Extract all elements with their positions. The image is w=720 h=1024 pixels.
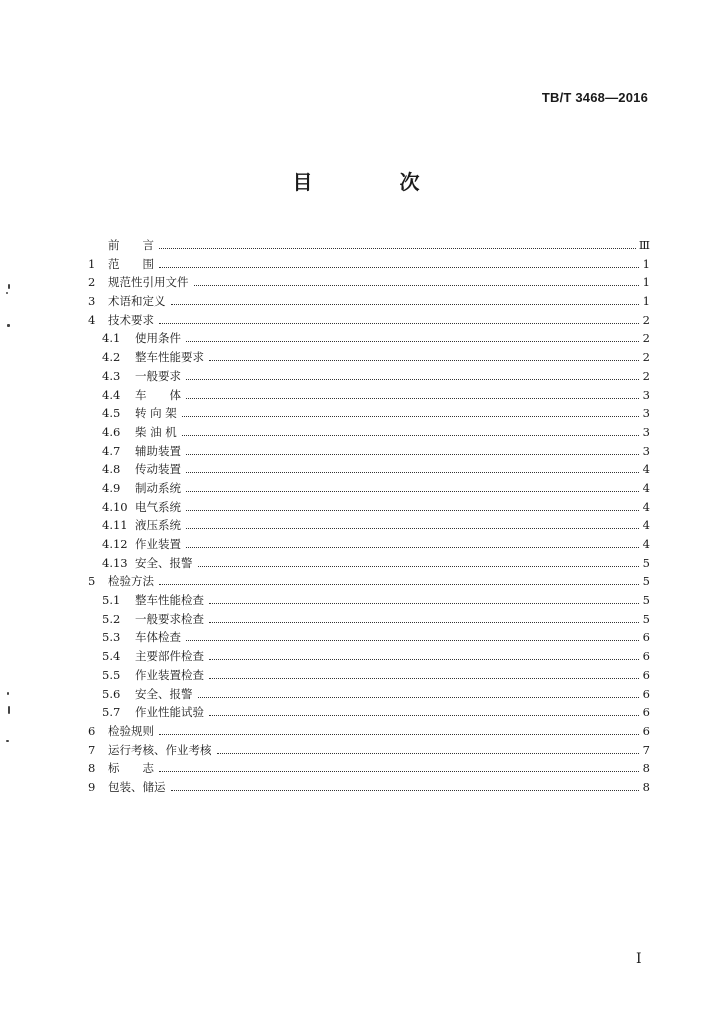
toc-entry [88, 292, 650, 311]
scan-speck [8, 706, 10, 714]
toc-entry-page: 6 [642, 723, 650, 738]
toc-entry-number: 5.6 [102, 686, 121, 701]
toc-entry-label: 辅助装置 [135, 443, 181, 458]
toc-leader-dots [186, 471, 639, 473]
toc-entry-page: 5 [642, 574, 650, 589]
toc-leader-dots [159, 247, 636, 249]
toc-entry-page: 4 [642, 480, 650, 495]
toc-leader-dots [217, 752, 640, 754]
toc-leader-dots [209, 677, 639, 679]
toc-leader-dots [186, 639, 639, 641]
table-of-contents [88, 236, 650, 797]
toc-leader-dots [186, 546, 639, 548]
toc-entry [88, 685, 650, 704]
toc-entry-label: 整车性能要求 [135, 350, 204, 365]
toc-entry-label: 电气系统 [135, 499, 181, 514]
toc-leader-dots [186, 527, 639, 529]
toc-entry-number: 4.10 [102, 499, 128, 514]
toc-entry [88, 460, 650, 479]
toc-entry-page: 5 [642, 555, 650, 570]
toc-entry-page: 7 [642, 742, 650, 757]
toc-leader-dots [198, 565, 640, 567]
toc-entry-page: 1 [642, 275, 650, 290]
toc-entry-number: 5.2 [102, 611, 121, 626]
toc-entry-label: 车 体 [135, 387, 181, 402]
toc-entry-number: 4.2 [102, 350, 121, 365]
toc-entry [88, 778, 650, 797]
toc-entry-page: 6 [642, 705, 650, 720]
toc-entry-page: 2 [642, 368, 650, 383]
toc-entry [88, 498, 650, 517]
toc-entry [88, 535, 650, 554]
toc-entry-page: 6 [642, 686, 650, 701]
toc-entry-number: 4.7 [102, 443, 121, 458]
toc-leader-dots [182, 434, 639, 436]
toc-entry-label: 范 围 [108, 256, 154, 271]
toc-entry [88, 404, 650, 423]
toc-entry-label: 一般要求检查 [135, 611, 204, 626]
toc-entry-number: 4.8 [102, 462, 121, 477]
toc-entry [88, 311, 650, 330]
toc-entry [88, 348, 650, 367]
toc-entry-label: 检验方法 [108, 574, 154, 589]
toc-entry [88, 703, 650, 722]
toc-entry-page: Ⅲ [638, 238, 650, 252]
toc-entry-number: 3 [88, 294, 96, 309]
toc-entry-number: 9 [88, 779, 96, 794]
toc-entry-page: 2 [642, 350, 650, 365]
toc-entry-label: 使用条件 [135, 331, 181, 346]
toc-entry-page: 4 [642, 499, 650, 514]
toc-entry-number: 4.4 [102, 387, 121, 402]
toc-entry-label: 运行考核、作业考核 [108, 742, 212, 757]
toc-entry-label: 术语和定义 [108, 294, 166, 309]
toc-entry-page: 1 [642, 294, 650, 309]
toc-entry-label: 作业装置检查 [135, 667, 204, 682]
page-number: I [636, 951, 642, 967]
toc-leader-dots [209, 714, 639, 716]
toc-leader-dots [171, 789, 640, 791]
toc-entry-label: 柴 油 机 [135, 424, 177, 439]
toc-entry-number: 4.3 [102, 368, 121, 383]
toc-entry [88, 255, 650, 274]
toc-entry-page: 6 [642, 649, 650, 664]
toc-entry-label: 检验规则 [108, 723, 154, 738]
toc-leader-dots [186, 397, 639, 399]
toc-leader-dots [159, 322, 639, 324]
toc-leader-dots [198, 696, 640, 698]
toc-entry-label: 作业性能试验 [135, 705, 204, 720]
toc-title: 目 次 [292, 170, 460, 194]
toc-entry [88, 628, 650, 647]
toc-entry-label: 传动装置 [135, 462, 181, 477]
toc-entry-page: 5 [642, 611, 650, 626]
toc-entry-number: 2 [88, 275, 96, 290]
toc-entry-number: 4.5 [102, 406, 121, 421]
toc-entry-label: 作业装置 [135, 537, 181, 551]
toc-entry-number: 4.12 [102, 537, 128, 551]
toc-entry-page: 3 [642, 424, 650, 439]
toc-entry-label: 前 言 [108, 238, 154, 252]
toc-entry-page: 3 [642, 443, 650, 458]
toc-entry-label: 规范性引用文件 [108, 275, 189, 290]
toc-entry-number: 5.5 [102, 667, 121, 682]
toc-entry-number: 4.9 [102, 480, 121, 495]
toc-entry [88, 479, 650, 498]
toc-entry-page: 6 [642, 667, 650, 682]
toc-leader-dots [186, 509, 639, 511]
toc-entry-number: 8 [88, 761, 96, 776]
scan-speck [7, 692, 9, 695]
toc-leader-dots [159, 770, 639, 772]
toc-entry-number: 5.1 [102, 593, 121, 608]
toc-entry [88, 647, 650, 666]
toc-entry [88, 759, 650, 778]
toc-leader-dots [209, 602, 639, 604]
toc-entry-label: 制动系统 [135, 480, 181, 495]
toc-entry [88, 423, 650, 442]
toc-entry [88, 236, 650, 255]
toc-entry-number: 4.13 [102, 555, 128, 570]
toc-entry-label: 包装、储运 [108, 779, 166, 794]
toc-entry-page: 2 [642, 331, 650, 346]
toc-leader-dots [171, 303, 640, 305]
toc-leader-dots [186, 453, 639, 455]
toc-entry-label: 液压系统 [135, 518, 181, 533]
toc-entry-label: 标 志 [108, 761, 154, 776]
toc-entry-label: 车体检查 [135, 630, 181, 645]
toc-entry [88, 442, 650, 461]
toc-entry-page: 5 [642, 593, 650, 608]
toc-entry [88, 591, 650, 610]
toc-entry-label: 安全、报警 [135, 555, 193, 570]
toc-leader-dots [182, 415, 639, 417]
toc-entry [88, 516, 650, 535]
toc-entry-page: 3 [642, 406, 650, 421]
toc-entry-label: 安全、报警 [135, 686, 193, 701]
toc-entry [88, 554, 650, 573]
toc-leader-dots [209, 658, 639, 660]
toc-entry-label: 技术要求 [108, 312, 154, 327]
scan-speck [8, 284, 10, 289]
toc-leader-dots [159, 266, 639, 268]
scan-speck [6, 292, 8, 294]
scan-speck [6, 740, 9, 742]
toc-leader-dots [209, 621, 639, 623]
toc-entry [88, 386, 650, 405]
toc-entry [88, 273, 650, 292]
toc-entry [88, 329, 650, 348]
toc-entry-page: 4 [642, 462, 650, 477]
toc-entry-page: 3 [642, 387, 650, 402]
toc-entry-page: 8 [642, 779, 650, 794]
toc-entry [88, 610, 650, 629]
toc-entry [88, 572, 650, 591]
toc-entry [88, 722, 650, 741]
toc-entry-page: 8 [642, 761, 650, 776]
toc-entry-label: 转 向 架 [135, 406, 177, 421]
toc-entry-number: 7 [88, 742, 96, 757]
toc-entry-page: 1 [642, 256, 650, 271]
toc-entry [88, 741, 650, 760]
toc-entry-label: 主要部件检查 [135, 649, 204, 664]
toc-leader-dots [209, 359, 639, 361]
toc-leader-dots [186, 340, 639, 342]
toc-entry-number: 5 [88, 574, 96, 589]
toc-entry [88, 666, 650, 685]
toc-leader-dots [186, 378, 639, 380]
scan-speck [7, 324, 10, 327]
toc-entry-page: 2 [642, 312, 650, 327]
toc-leader-dots [194, 284, 640, 286]
standard-number: TB/T 3468—2016 [541, 90, 648, 105]
toc-entry-page: 4 [642, 518, 650, 533]
toc-entry-number: 1 [88, 256, 96, 271]
toc-entry-label: 一般要求 [135, 368, 181, 383]
toc-entry-page: 6 [642, 630, 650, 645]
toc-entry [88, 367, 650, 386]
toc-leader-dots [159, 733, 639, 735]
toc-entry-number: 5.3 [102, 630, 121, 645]
toc-entry-page: 4 [642, 537, 650, 551]
toc-entry-number: 5.4 [102, 649, 121, 664]
toc-entry-label: 整车性能检查 [135, 593, 204, 608]
toc-entry-number: 4 [88, 312, 96, 327]
toc-entry-number: 4.1 [102, 331, 121, 346]
toc-leader-dots [159, 583, 639, 585]
toc-entry-number: 5.7 [102, 705, 121, 720]
toc-entry-number: 4.11 [102, 518, 128, 533]
toc-entry-number: 4.6 [102, 424, 121, 439]
toc-leader-dots [186, 490, 639, 492]
toc-entry-number: 6 [88, 723, 96, 738]
